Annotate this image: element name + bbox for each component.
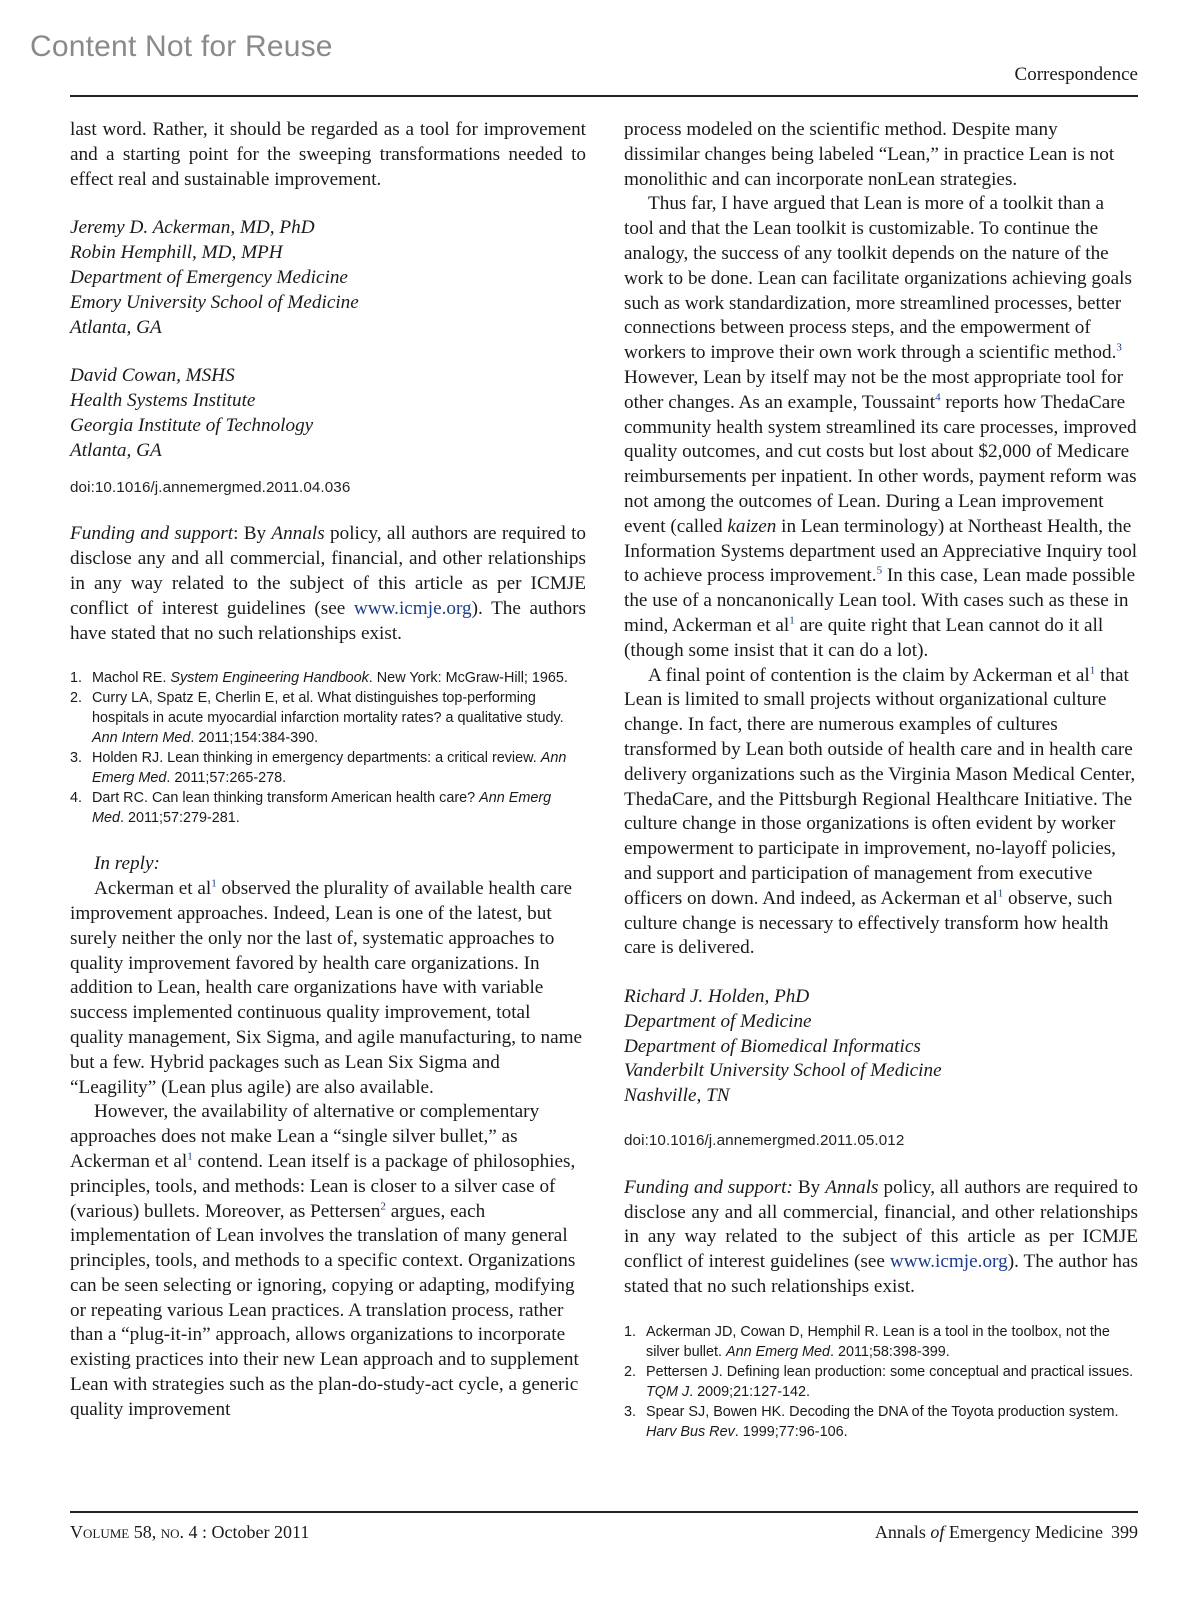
body-text: observe, such culture change is necessary to effectively transform how health care is delivered. xyxy=(624,887,1113,959)
body-text: that Lean is limited to small projects without organizational culture change. In fact, there are numerous examples of cultures transformed by Lean both outside of health care and in health care delivery organizations such as the Virginia Mason Medical Center, ThedaCare, and the Pittsburgh Regional Healthcare Initiative. The culture change in those organizations is often evident by worker empowerment to participate in improvement, no-layoff policies, and support and participation of management from executive officers on down. And indeed, as Ackerman et al xyxy=(624,664,1136,909)
reference-text: Ackerman JD, Cowan D, Hemphil R. Lean is a tool in the toolbox, not the silver bullet. xyxy=(646,1323,1110,1360)
citation-marker[interactable]: 5 xyxy=(876,564,883,577)
page-number: 399 xyxy=(1111,1522,1138,1542)
citation-marker[interactable]: 4 xyxy=(935,391,941,404)
author-line: Richard J. Holden, PhD xyxy=(624,986,810,1008)
reference-number: 1. xyxy=(70,670,83,687)
reference-text: . 1999;77:96-106. xyxy=(734,1423,848,1440)
author-line: Jeremy D. Ackerman, MD, PhD xyxy=(70,217,315,239)
footer-rule xyxy=(70,1511,1138,1513)
journal-name: Annals xyxy=(271,523,325,545)
affiliation-line: Georgia Institute of Technology xyxy=(70,414,314,436)
reply-paragraph xyxy=(70,1100,586,1422)
location-line: Nashville, TN xyxy=(624,1085,730,1107)
citation-marker[interactable]: 1 xyxy=(997,887,1004,900)
reply-heading: In reply: xyxy=(94,853,160,875)
affiliation-line: Health Systems Institute xyxy=(70,390,256,412)
reply-paragraph xyxy=(70,877,586,1100)
affiliation-line: Department of Biomedical Informatics xyxy=(624,1035,921,1057)
issue-date: October 2011 xyxy=(211,1522,310,1542)
citation-marker[interactable]: 1 xyxy=(187,1150,193,1163)
reference-source: Ann Emerg Med xyxy=(92,750,567,787)
location-line: Atlanta, GA xyxy=(70,316,162,338)
reference-number: 3. xyxy=(624,1403,637,1420)
funding-text: policy, all authors are required to disclose any and all commercial, financial, and other relationships in any way related to the subject of this article as per ICMJE conflict of interest guidelines (see xyxy=(624,1176,1138,1273)
reference-source: Ann Emerg Med xyxy=(725,1343,830,1360)
author-block-holden xyxy=(624,985,1138,1109)
footer-volume-info xyxy=(70,1522,309,1543)
author-line: Robin Hemphill, MD, MPH xyxy=(70,242,283,264)
funding-label: Funding and support: xyxy=(624,1176,793,1198)
reference-item xyxy=(70,668,586,688)
citation-marker[interactable]: 1 xyxy=(789,614,795,627)
reference-text: . 2011;58:398-399. xyxy=(829,1343,950,1360)
journal-title-of: of xyxy=(930,1522,945,1542)
body-text: observed the plurality of available health care improvement approaches. Indeed, Lean is one of the latest, but surely neither the only nor the last of, systematic approaches to quality improvement favored by health care organizations. In addition to Lean, health care organizations have with variable success implemented continuous quality improvement, total quality management, Six Sigma, and agile manufacturing, to name but a few. Hybrid packages such as Lean Six Sigma and “Leagility” (Lean plus agile) are also available. xyxy=(70,878,583,1098)
reference-text: Curry LA, Spatz E, Cherlin E, et al. What distinguishes top-performing hospitals in acute myocardial infarction mortality rates? a qualitative study. xyxy=(92,690,564,727)
citation-marker[interactable]: 1 xyxy=(211,877,217,890)
icmje-link[interactable]: www.icmje.org xyxy=(889,1251,1008,1273)
reference-source: Ann Emerg Med xyxy=(92,790,552,827)
reference-item xyxy=(624,1322,1138,1362)
reference-item xyxy=(624,1402,1138,1442)
volume-number: Volume 58, no. 4 xyxy=(70,1522,198,1542)
journal-title: Annals xyxy=(874,1522,931,1542)
author-line: David Cowan, MSHS xyxy=(70,365,235,387)
citation-marker[interactable]: 2 xyxy=(380,1200,386,1213)
doi-link[interactable]: doi:10.1016/j.annemergmed.2011.05.012 xyxy=(624,1132,905,1150)
body-text: However, Lean by itself may not be the most appropriate tool for other changes. As an example, Toussaint xyxy=(624,366,1124,413)
left-column xyxy=(70,118,586,1423)
location-line: Atlanta, GA xyxy=(70,439,162,461)
reference-source: TQM J xyxy=(646,1383,690,1400)
body-text: argues, each implementation of Lean involves the translation of many general principles, tools, and methods to a specific context. Organizations can be seen selecting or ignoring, copying or adapting, modifying or repeating various Lean practices. A translation process, rather than a “plug-it-in” approach, allows organizations to incorporate existing practices into their new Lean approach and to supplement Lean with strategies such as the plan-do-study-act cycle, a generic quality improvement xyxy=(70,1200,579,1420)
reference-item xyxy=(624,1362,1138,1402)
reference-text: . 2011;154:384-390. xyxy=(190,730,319,747)
reference-text: . 2011;57:279-281. xyxy=(120,810,240,827)
reference-text: Holden RJ. Lean thinking in emergency departments: a critical review. xyxy=(92,750,541,767)
journal-title: Emergency Medicine xyxy=(944,1522,1103,1542)
reference-number: 3. xyxy=(70,750,83,767)
reference-source: Harv Bus Rev xyxy=(646,1423,735,1440)
body-text: However, the availability of alternative or complementary approaches does not make Lean a “single silver bullet,” as Ackerman et al xyxy=(70,1101,540,1172)
author-block-ackerman xyxy=(70,216,586,340)
opening-paragraph: last word. Rather, it should be regarded as a tool for improvement and a starting point for the sweeping transformations needed to effect real and sustainable improvement. xyxy=(70,119,586,190)
journal-name: Annals xyxy=(825,1176,879,1198)
watermark: Content Not for Reuse xyxy=(30,30,333,63)
body-text: Thus far, I have argued that Lean is more of a toolkit than a tool and that the Lean toolkit is customizable. To continue the analogy, the success of any toolkit depends on the nature of the work to be done. Lean can facilitate organizations achieving goals such as work standardization, more streamlined processes, better connections between process steps, and the empowerment of workers to improve their own work through a scientific method. xyxy=(624,193,1132,364)
funding-text: ). The authors have stated that no such relationships exist. xyxy=(70,597,586,644)
body-paragraph: process modeled on the scientific method. Despite many dissimilar changes being labeled “Lean,” in practice Lean is not monolithic and can incorporate nonLean strategies. xyxy=(624,119,1115,190)
funding-label: Funding and support xyxy=(70,523,234,545)
affiliation-line: Vanderbilt University School of Medicine xyxy=(624,1060,942,1082)
body-text: In this case, Lean made possible the use of a noncanonically Lean tool. With cases such as these in mind, Ackerman et al xyxy=(624,565,1136,636)
body-text: contend. Lean itself is a package of philosophies, principles, tools, and methods: Lean is closer to a silver case of (various) bullets. Moreover, as Pettersen xyxy=(70,1150,576,1222)
reference-number: 2. xyxy=(624,1363,637,1380)
body-text: reports how ThedaCare community health system streamlined its care processes, improved quality outcomes, and cut costs but lost about $2,000 of Medicare reimbursements per inpatient. In other words, payment reform was not among the outcomes of Lean. During a Lean improvement event (called xyxy=(624,391,1137,537)
funding-statement xyxy=(624,1176,1138,1300)
term-kaizen: kaizen xyxy=(727,515,777,537)
body-paragraph xyxy=(624,192,1138,663)
funding-text: ). The author has stated that no such relationships exist. xyxy=(624,1251,1138,1298)
reference-text: Dart RC. Can lean thinking transform American health care? xyxy=(92,790,480,807)
reference-number: 1. xyxy=(624,1323,637,1340)
reference-number: 4. xyxy=(70,790,83,807)
reference-item xyxy=(70,688,586,748)
funding-text: By xyxy=(792,1176,826,1198)
affiliation-line: Emory University School of Medicine xyxy=(70,291,359,313)
reference-text: Pettersen J. Defining lean production: some conceptual and practical issues. xyxy=(646,1363,1134,1380)
author-block-cowan xyxy=(70,364,586,463)
reference-item xyxy=(70,748,586,788)
funding-statement xyxy=(70,522,586,646)
reference-source: Ann Intern Med xyxy=(92,730,191,747)
funding-text: policy, all authors are required to disclose any and all commercial, financial, and other relationships in any way related to the subject of this article as per ICMJE conflict of interest guidelines (see xyxy=(70,523,586,619)
reference-item xyxy=(70,788,586,828)
body-text: A final point of contention is the claim by Ackerman et al xyxy=(648,664,1090,686)
reference-text: Spear SJ, Bowen HK. Decoding the DNA of the Toyota production system. xyxy=(646,1403,1119,1420)
footer-separator: : xyxy=(197,1522,212,1542)
citation-marker[interactable]: 1 xyxy=(1089,664,1096,677)
reference-list xyxy=(70,668,586,828)
citation-marker[interactable]: 3 xyxy=(1116,341,1122,354)
reference-list xyxy=(624,1322,1138,1442)
body-paragraph xyxy=(624,664,1138,962)
body-text: Ackerman et al xyxy=(94,878,212,900)
affiliation-line: Department of Emergency Medicine xyxy=(70,266,348,288)
funding-text: : By xyxy=(233,523,272,545)
doi-link[interactable]: doi:10.1016/j.annemergmed.2011.04.036 xyxy=(70,478,351,496)
icmje-link[interactable]: www.icmje.org xyxy=(353,597,472,619)
reference-source: System Engineering Handbook xyxy=(170,670,369,687)
right-column xyxy=(624,118,1138,1442)
body-text: in Lean terminology) at Northeast Health, the Information Systems department used an Appreciative Inquiry tool to achieve process improvement. xyxy=(624,515,1138,587)
running-head: Correspondence xyxy=(1014,64,1138,85)
reference-text: . 2011;57:265-278. xyxy=(166,770,287,787)
header-rule xyxy=(70,95,1138,97)
affiliation-line: Department of Medicine xyxy=(624,1010,812,1032)
body-text: are quite right that Lean cannot do it all (though some insist that it can do a lot). xyxy=(624,614,1104,661)
reference-number: 2. xyxy=(70,690,83,707)
reference-text: . 2009;21:127-142. xyxy=(689,1383,810,1400)
footer-journal-info xyxy=(875,1522,1138,1543)
reference-text: Machol RE. xyxy=(92,670,171,687)
reference-text: . New York: McGraw-Hill; 1965. xyxy=(368,670,568,687)
